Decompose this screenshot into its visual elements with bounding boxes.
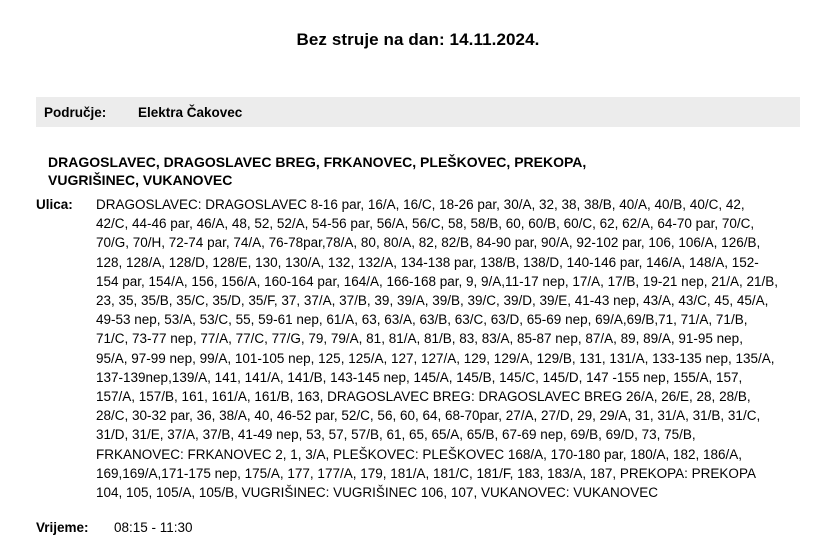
time-value: 08:15 - 11:30 — [114, 520, 193, 536]
time-row — [36, 518, 800, 537]
settlements-heading: DRAGOSLAVEC, DRAGOSLAVEC BREG, FRKANOVEC, PLEŠKOVEC, PREKOPA, VUGRIŠINEC, VUKANOVEC — [48, 154, 587, 188]
area-bar — [36, 97, 800, 127]
street-label: Ulica: — [36, 197, 73, 212]
street-list: DRAGOSLAVEC: DRAGOSLAVEC 8-16 par, 16/A, 16/C, 18-26 par, 30/A, 32, 38, 38/B, 40/A, 40/B, 40/C, 42, 42/C, 44-46 par, 46/A, 48, 52, 52/A, 54-56 par, 56/A, 56/C, 58, 58/B, 60, 60/B, 60/C, 62, 62/A, 64-70 par, 70/C, 70/G, 70/H, 72-74 par, 74/A, 76-78par,78/A, 80, 80/A, 82, 82/B, 84-90 par, 90/A, 92-102 par, 106, 106/A, 126/B, 128, 128/A, 128/D, 128/E, 130, 130/A, 132, 132/A, 134-138 par, 138/B, 138/D, 140-146 par, 146/A, 148/A, 152-154 par, 154/A, 156, 156/A, 160-164 par, 164/A, 166-168 par, 9, 9/A,11-17 nep, 17/A, 17/B, 19-21 nep, 21/A, 21/B, 23, 35, 35/B, 35/C, 35/D, 35/F, 37, 37/A, 37/B, 39, 39/A, 39/B, 39/C, 39/D, 39/E, 41-43 nep, 43/A, 43/C, 45, 45/A, 49-53 nep, 53/A, 53/C, 55, 59-61 nep, 61/A, 63, 63/A, 63/B, 63/C, 63/D, 65-69 nep, 69/A,69/B,71, 71/A, 71/B, 71/C, 73-77 nep, 77/A, 77/C, 77/G, 79, 79/A, 81, 81/A, 81/B, 83, 83/A, 85-87 nep, 87/A, 89, 89/A, 91-95 nep, 95/A, 97-99 nep, 99/A, 101-105 nep, 125, 125/A, 127, 127/A, 129, 129/A, 129/B, 131, 131/A, 133-135 nep, 135/A, 137-139nep,139/A, 141, 141/A, 141/B, 143-145 nep, 145/A, 145/B, 145/C, 145/D, 147 -155 nep, 155/A, 157, 157/A, 157/B, 161, 161/A, 161/B, 163, DRAGOSLAVEC BREG: DRAGOSLAVEC BREG 26/A, 26/E, 28, 28/B, 28/C, 30-32 par, 36, 38/A, 40, 46-52 par, 52/C, 56, 60, 64, 68-70par, 27/A, 27/D, 29, 29/A, 31, 31/A, 31/B, 31/C, 31/D, 31/E, 37/A, 37/B, 41-49 nep, 53, 57, 57/B, 61, 65, 65/A, 65/B, 67-69 nep, 69/B, 69/D, 73, 75/B, FRKANOVEC: FRKANOVEC 2, 1, 3/A, PLEŠKOVEC: PLEŠKOVEC 168/A, 170-180 par, 180/A, 182, 186/A, 169,169/A,171-175 nep, 175/A, 177, 177/A, 179, 181/A, 181/C, 181/F, 183, 183/A, 187, PREKOPA: PREKOPA 104, 105, 105/A, 105/B, VUGRIŠINEC: VUGRIŠINEC 106, 107, VUKANOVEC: VUKANOVEC — [96, 197, 779, 501]
page-title: Bez struje na dan: 14.11.2024. — [296, 30, 540, 49]
outage-content — [36, 127, 800, 537]
street-row — [36, 195, 800, 502]
area-value: Elektra Čakovec — [138, 104, 243, 120]
time-label: Vrijeme: — [36, 520, 89, 536]
area-label: Područje: — [44, 104, 107, 120]
